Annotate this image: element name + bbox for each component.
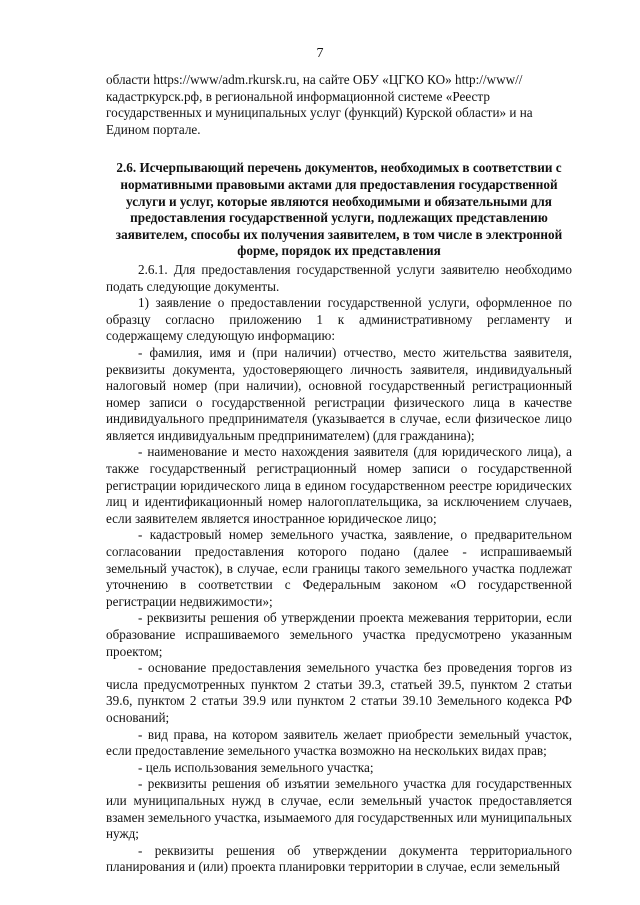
page-number: 7 bbox=[316, 46, 324, 61]
paragraph-application: 1) заявление о предоставлении государственной услуги, оформленное по образцу согласно приложению 1 к административному регламенту и содержащему следующую информацию: bbox=[106, 295, 572, 344]
section-heading: 2.6. Исчерпывающий перечень документов, необходимых в соответствии с нормативными правовыми актами для предоставления государственной услуги и услуг, которые являются необходимыми и обязательными для предоставления государственной услуги, подлежащих представлению заявителем, способы их получения заявителем, в том числе в электронной форме, порядок их представления bbox=[115, 160, 563, 259]
list-item: - наименование и место нахождения заявителя (для юридического лица), а также государственный регистрационный номер записи о государственной регистрации юридического лица в едином государственном реестре юридических лиц и идентификационный номер налогоплательщика, за исключением случаев, если заявителем является иностранное юридическое лицо; bbox=[106, 444, 572, 526]
list-item: - реквизиты решения об изъятии земельного участка для государственных или муниципальных нужд в случае, если земельный участок предоставляется взамен земельного участка, изымаемого для государственных или муниципальных нужд; bbox=[106, 776, 572, 842]
document-body bbox=[106, 72, 572, 876]
list-item: - основание предоставления земельного участка без проведения торгов из числа предусмотренных пунктом 2 статьи 39.3, статьей 39.5, пунктом 2 статьи 39.6, пунктом 2 статьи 39.9 или пунктом 2 статьи 39.10 Земельного кодекса РФ оснований; bbox=[106, 660, 572, 725]
list-item: - реквизиты решения об утверждении проекта межевания территории, если образование испрашиваемого земельного участка предусмотрено указанным проектом; bbox=[106, 610, 572, 659]
intro-paragraph: области https://www/adm.rkursk.ru, на сайте ОБУ «ЦГКО КО» http://www//кадастркурск.рф, в региональной информационной системе «Реестр государственных и муниципальных услуг (функций) Курской области» и на Едином портале. bbox=[106, 72, 533, 137]
list-item: - реквизиты решения об утверждении документа территориального планирования и (или) проекта планировки территории в случае, если земельный bbox=[106, 842, 572, 875]
list-item: - вид права, на котором заявитель желает приобрести земельный участок, если предоставление земельного участка возможно на нескольких видах прав; bbox=[106, 726, 572, 759]
list-item: - кадастровый номер земельного участка, заявление, о предварительном согласовании предоставления которого подано (далее - испрашиваемый земельный участок), в случае, если границы такого земельного участка подлежат уточнению в соответствии с Федеральным законом «О государственной регистрации недвижимости»; bbox=[106, 527, 572, 609]
list-item: - фамилия, имя и (при наличии) отчество, место жительства заявителя, реквизиты документа, удостоверяющего личность заявителя, индивидуальный налоговый номер (при наличии), основной государственный регистрационный номер записи о государственной регистрации физического лица в качестве индивидуального предпринимателя (указывается в случае, если физическое лицо является индивидуальным предпринимателем) (для гражданина); bbox=[106, 344, 572, 443]
list-item: - цель использования земельного участка; bbox=[138, 759, 374, 775]
paragraph-2-6-1: 2.6.1. Для предоставления государственной услуги заявителю необходимо подать следующие документы. bbox=[106, 261, 572, 294]
